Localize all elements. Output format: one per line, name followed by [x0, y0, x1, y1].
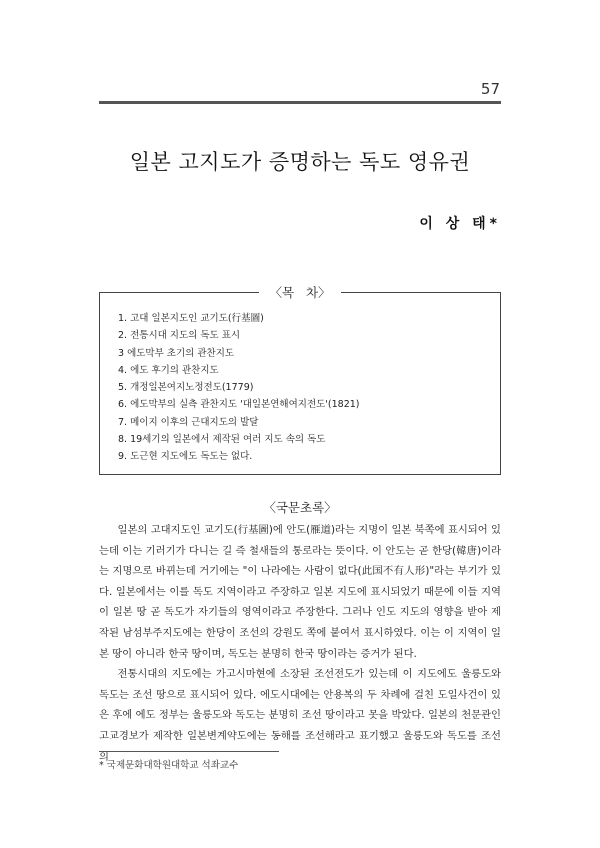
abstract-paragraph: 일본의 고대지도인 교기도(行基圖)에 안도(雁道)라는 지명이 일본 북쪽에 표시되어 있는데 이는 기러기가 다니는 길 즉 철새들의 통로라는 뜻이다. 이 안도는 곧 한당(韓唐)이라는 지명으로 바뀌는데 거기에는 "이 나라에는 사람이 없다(此国不有人形)"라는 부기가 있다. 일본에서는 이를 독도 지역이라고 주장하고 일본 지도에 표시되었기 때문에 이들 지역이 일본 땅 곧 독도가 자기들의 영역이라고 주장한다. 그러나 인도 지도의 영향을 받아 제작된 남섬부주지도에는 한당이 조선의 강원도 쪽에 붙여서 표시하였다. 이는 이 지역이 일본 땅이 아니라 한국 땅이며, 독도는 분명히 한국 땅이라는 증거가 된다. — [99, 524, 501, 660]
toc-item: 5. 개정일본여지노정전도(1779) — [118, 382, 254, 394]
toc-list — [118, 310, 360, 466]
toc-item: 8. 19세기의 일본에서 제작된 여러 지도 속의 독도 — [118, 434, 326, 446]
toc-item: 9. 도근현 지도에도 독도는 없다. — [118, 451, 253, 463]
toc-item: 4. 에도 후기의 관찬지도 — [118, 364, 219, 376]
toc-heading: 〈목 차〉 — [259, 285, 340, 300]
abstract-body — [99, 520, 501, 767]
table-of-contents — [99, 285, 501, 475]
toc-heading-wrapper — [100, 282, 500, 301]
toc-item: 3 에도막부 초기의 관찬지도 — [118, 347, 235, 359]
toc-item: 2. 전통시대 지도의 독도 표시 — [118, 330, 241, 342]
article-title: 일본 고지도가 증명하는 독도 영유권 — [129, 150, 471, 174]
page-number: 57 — [480, 80, 500, 98]
toc-item: 7. 메이지 이후의 근대지도의 발달 — [118, 416, 259, 428]
footnote: * 국제문화대학원대학교 석좌교수 — [99, 760, 239, 771]
author-name: 이 상 태* — [419, 216, 501, 232]
toc-item: 6. 에도막부의 실측 관찬지도 '대일본연해여지전도'(1821) — [118, 399, 360, 411]
toc-item: 1. 고대 일본지도인 교기도(行基圖) — [118, 313, 264, 324]
footnote-rule — [99, 751, 279, 752]
header-rule — [99, 101, 501, 104]
abstract-heading: 〈국문초록〉 — [263, 500, 337, 515]
abstract-paragraph: 전통시대의 지도에는 가고시마현에 소장된 조선전도가 있는데 이 지도에도 울릉도와 독도는 조선 땅으로 표시되어 있다. 에도시대에는 안용복의 두 차례에 걸친 도일사건이 있은 후에 에도 정부는 울릉도와 독도는 분명히 조선 땅이라고 못을 박았다. 일본의 천문관인 고교경보가 제작한 일본변계약도에는 동해를 조선해라고 표기했고 울릉도와 독도를 조선의 — [99, 668, 501, 763]
